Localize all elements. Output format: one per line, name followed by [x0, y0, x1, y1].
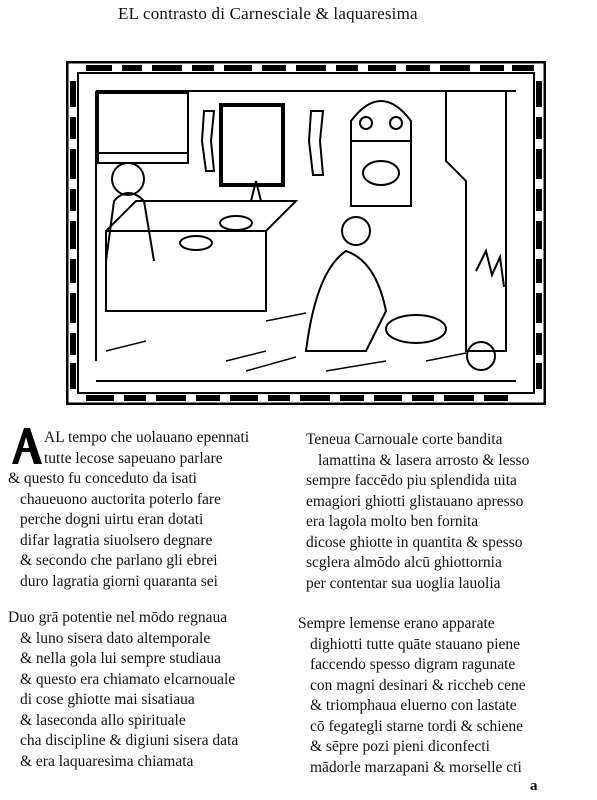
- verse-line: sempre faccēdo piu splendida uita: [306, 472, 517, 489]
- verse-line: faccendo spesso digram ragunate: [310, 656, 516, 673]
- verse-line: & laseconda allo spirituale: [20, 711, 186, 729]
- verse-line: Duo grā potentie nel mōdo regnaua: [8, 609, 228, 626]
- verse-line: emagiori ghiotti glistauano apresso: [306, 492, 524, 510]
- verse-line: & nella gola lui sempre studiaua: [20, 650, 222, 667]
- verse-line: & secondo che parlano gli ebrei: [20, 552, 218, 569]
- left-stanza-1: [8, 428, 249, 592]
- verse-line: duro lagratia giorni quaranta sei: [20, 572, 218, 590]
- signature-mark: a: [530, 778, 538, 794]
- verse-line: & sēpre pozi pieni diconfecti: [310, 738, 490, 755]
- verse-line: dighiotti tutte quāte stauano piene: [310, 635, 521, 653]
- verse-line: & questo era chiamato elcarnouale: [20, 670, 236, 688]
- woodcut-illustration: [66, 61, 546, 405]
- verse-line: & triomphaua eluerno con lastate: [310, 697, 517, 714]
- page-title: EL contrasto di Carnesciale & laquaresima: [118, 4, 418, 23]
- verse-line: dicose ghiotte in quantita & spesso: [306, 533, 523, 551]
- verse-line: cō fegategli starne tordi & schiene: [310, 717, 524, 735]
- verse-line: perche dogni uirtu eran dotati: [20, 511, 204, 528]
- verse-line: lamattina & lasera arrosto & lesso: [318, 451, 530, 469]
- verse-line: & luno sisera dato altemporale: [20, 629, 211, 647]
- verse-line: era lagola molto ben fornita: [306, 513, 479, 530]
- verse-line: Sempre lemense erano apparate: [298, 615, 495, 632]
- verse-line: con magni desinari & riccheb cene: [310, 676, 526, 694]
- verse-line: AL tempo che uolauano epennati: [44, 429, 250, 446]
- left-stanza-2: [8, 608, 238, 772]
- verse-line: Teneua Carnouale corte bandita: [306, 431, 503, 448]
- verse-line: per contentar sua uoglia lauolia: [306, 574, 501, 592]
- right-stanza-2: [298, 614, 526, 778]
- verse-line: di cose ghiotte mai sisatiaua: [20, 691, 195, 708]
- verse-line: difar lagratia siuolsero degnare: [20, 531, 213, 549]
- verse-line: tutte lecose sapeuano parlare: [44, 449, 223, 467]
- verse-line: chaueuono auctorita poterlo fare: [20, 490, 221, 508]
- verse-line: mādorle marzapani & morselle cti: [310, 758, 522, 776]
- right-stanza-1: [306, 430, 529, 594]
- woodcut-kitchen-scene-icon: [66, 61, 546, 405]
- verse-line: cha discipline & digiuni sisera data: [20, 732, 239, 749]
- verse-line: scglera almōdo alcū ghiottornia: [306, 554, 502, 571]
- verse-line: & questo fu conceduto da isati: [8, 470, 197, 487]
- verse-line: & era laquaresima chiamata: [20, 752, 194, 770]
